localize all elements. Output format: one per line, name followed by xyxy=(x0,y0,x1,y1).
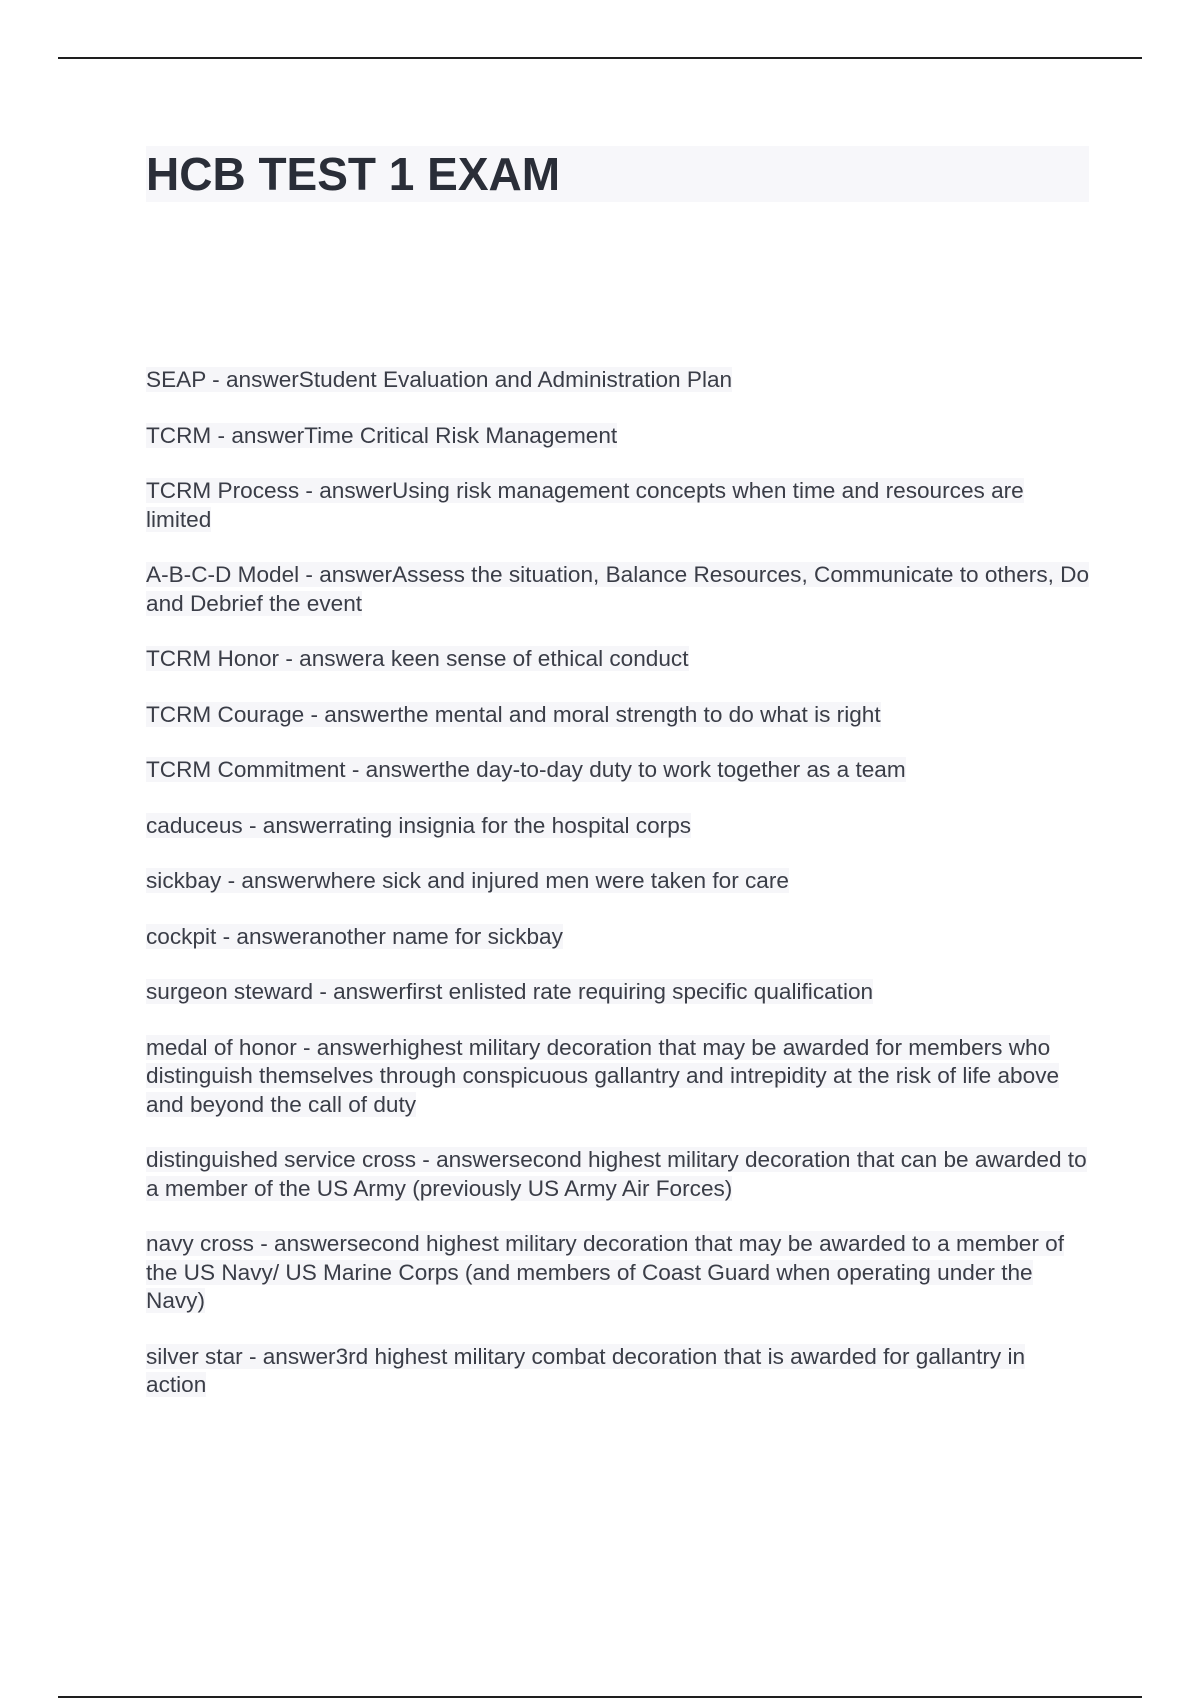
qa-entry xyxy=(146,422,1091,451)
qa-entry-text: SEAP - answerStudent Evaluation and Administration Plan xyxy=(146,367,733,392)
qa-entry xyxy=(146,978,1091,1007)
qa-entry-text: TCRM - answerTime Critical Risk Management xyxy=(146,422,618,448)
title-block xyxy=(146,146,1089,202)
qa-entry xyxy=(146,867,1091,896)
qa-entry-text: silver star - answer3rd highest military combat decoration that is awarded for gallantry in action xyxy=(146,1343,1026,1397)
qa-entry xyxy=(146,1146,1091,1203)
qa-entry-text: TCRM Process - answerUsing risk management concepts when time and resources are limited xyxy=(146,478,1024,532)
qa-entry xyxy=(146,756,1091,785)
qa-entry-text: A-B-C-D Model - answerAssess the situation, Balance Resources, Communicate to others, Do and Debrief the event xyxy=(146,562,1090,616)
qa-list xyxy=(146,366,1091,1427)
qa-entry-text: distinguished service cross - answersecond highest military decoration that can be awarded to a member of the US Army (previously US Army Air Forces) xyxy=(146,1147,1087,1201)
top-rule xyxy=(58,57,1142,59)
qa-entry xyxy=(146,923,1091,952)
qa-entry xyxy=(146,561,1091,618)
qa-entry xyxy=(146,1343,1091,1400)
qa-entry-text: cockpit - answeranother name for sickbay xyxy=(146,923,563,949)
qa-entry-text: sickbay - answerwhere sick and injured men were taken for care xyxy=(146,868,789,893)
qa-entry-text: surgeon steward - answerfirst enlisted rate requiring specific qualification xyxy=(146,979,874,1004)
page-title: HCB TEST 1 EXAM xyxy=(146,148,561,200)
qa-entry xyxy=(146,1230,1091,1316)
qa-entry-text: TCRM Courage - answerthe mental and moral strength to do what is right xyxy=(146,701,881,727)
qa-entry xyxy=(146,366,1091,395)
qa-entry-text: medal of honor - answerhighest military decoration that may be awarded for members who distinguish themselves through conspicuous gallantry and intrepidity at the risk of life above and beyond the call of duty xyxy=(146,1034,1060,1117)
qa-entry-text: TCRM Honor - answera keen sense of ethical conduct xyxy=(146,646,689,671)
qa-entry-text: TCRM Commitment - answerthe day-to-day duty to work together as a team xyxy=(146,757,906,782)
qa-entry-text: caduceus - answerrating insignia for the hospital corps xyxy=(146,812,692,838)
qa-entry xyxy=(146,1034,1091,1120)
qa-entry xyxy=(146,701,1091,730)
qa-entry-text: navy cross - answersecond highest military decoration that may be awarded to a member of the US Navy/ US Marine Corps (and members of Coast Guard when operating under the Navy) xyxy=(146,1231,1064,1313)
qa-entry xyxy=(146,477,1091,534)
bottom-rule xyxy=(58,1696,1142,1698)
qa-entry xyxy=(146,645,1091,674)
qa-entry xyxy=(146,812,1091,841)
